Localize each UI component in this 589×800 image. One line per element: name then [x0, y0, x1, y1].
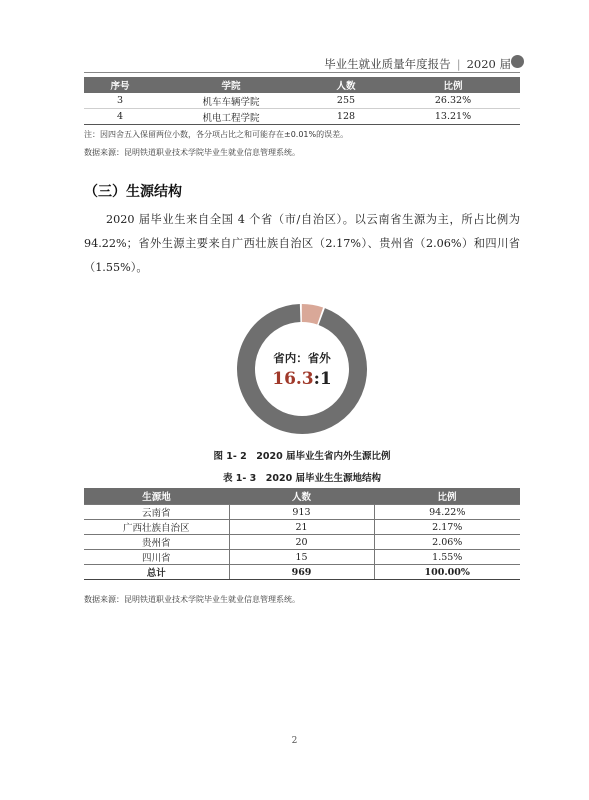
origin-table	[84, 488, 520, 580]
cell-college: 机电工程学院	[156, 109, 306, 125]
cell-count: 913	[229, 505, 374, 520]
col-header-index: 序号	[84, 77, 156, 93]
section-paragraph	[84, 208, 520, 280]
table-caption: 表 1- 3 2020 届毕业生生源地结构	[222, 473, 382, 484]
donut-slice-out-province	[302, 313, 320, 316]
table-note: 注：因四舍五入保留两位小数，各分项占比之和可能存在±0.01%的误差。	[84, 130, 349, 139]
cell-count: 20	[229, 535, 374, 550]
cell-origin: 贵州省	[84, 535, 229, 550]
paragraph-text: 2020 届毕业生来自全国 4 个省（市/自治区）。以云南省生源为主，所占比例为 94.22%；省外生源主要来自广西壮族自治区（2.17%）、贵州省（2.06%）和四川省（1.55%）。	[84, 213, 520, 274]
col-header-count: 人数	[306, 77, 386, 93]
cell-ratio: 2.06%	[374, 535, 520, 550]
table-row	[84, 109, 520, 125]
table-source: 数据来源：昆明铁道职业技术学院毕业生就业信息管理系统。	[84, 595, 300, 604]
cell-ratio: 94.22%	[374, 505, 520, 520]
col-header-ratio: 比例	[374, 488, 520, 505]
table-row	[84, 93, 520, 109]
cell-ratio: 13.21%	[386, 109, 520, 125]
cell-origin: 云南省	[84, 505, 229, 520]
table-header-row	[84, 488, 520, 505]
figure-caption: 图 1- 2 2020 届毕业生省内外生源比例	[213, 451, 391, 462]
cell-total-label: 总计	[84, 565, 229, 580]
cell-ratio: 26.32%	[386, 93, 520, 109]
report-title: 毕业生就业质量年度报告	[324, 57, 451, 71]
cell-count: 128	[306, 109, 386, 125]
table-header-row	[84, 77, 520, 93]
header-rule	[84, 72, 520, 73]
col-header-count: 人数	[229, 488, 374, 505]
section-title: （三）生源结构	[84, 184, 182, 200]
cell-index: 4	[84, 109, 156, 125]
col-header-college: 学院	[156, 77, 306, 93]
cell-origin: 四川省	[84, 550, 229, 565]
table-row	[84, 535, 520, 550]
table-source: 数据来源：昆明铁道职业技术学院毕业生就业信息管理系统。	[84, 148, 300, 157]
table-row	[84, 550, 520, 565]
cell-count: 15	[229, 550, 374, 565]
ratio-value: 16.3	[272, 369, 314, 389]
cell-total-count: 969	[229, 565, 374, 580]
college-table	[84, 77, 520, 125]
page-number: 2	[291, 736, 298, 746]
table-row	[84, 505, 520, 520]
cell-ratio: 2.17%	[374, 520, 520, 535]
cell-ratio: 1.55%	[374, 550, 520, 565]
col-header-ratio: 比例	[386, 77, 520, 93]
cell-count: 255	[306, 93, 386, 109]
cell-total-ratio: 100.00%	[374, 565, 520, 580]
table-total-row	[84, 565, 520, 580]
cell-index: 3	[84, 93, 156, 109]
cell-origin: 广西壮族自治区	[84, 520, 229, 535]
header-separator: |	[456, 57, 461, 71]
year-label: 2020 届	[466, 57, 511, 71]
header-dot-icon	[511, 55, 524, 68]
donut-ratio	[236, 369, 368, 389]
ratio-rest: :1	[313, 369, 332, 389]
running-header	[324, 56, 511, 72]
donut-center-label: 省内：省外	[273, 351, 331, 365]
col-header-origin: 生源地	[84, 488, 229, 505]
table-row	[84, 520, 520, 535]
cell-count: 21	[229, 520, 374, 535]
cell-college: 机车车辆学院	[156, 93, 306, 109]
